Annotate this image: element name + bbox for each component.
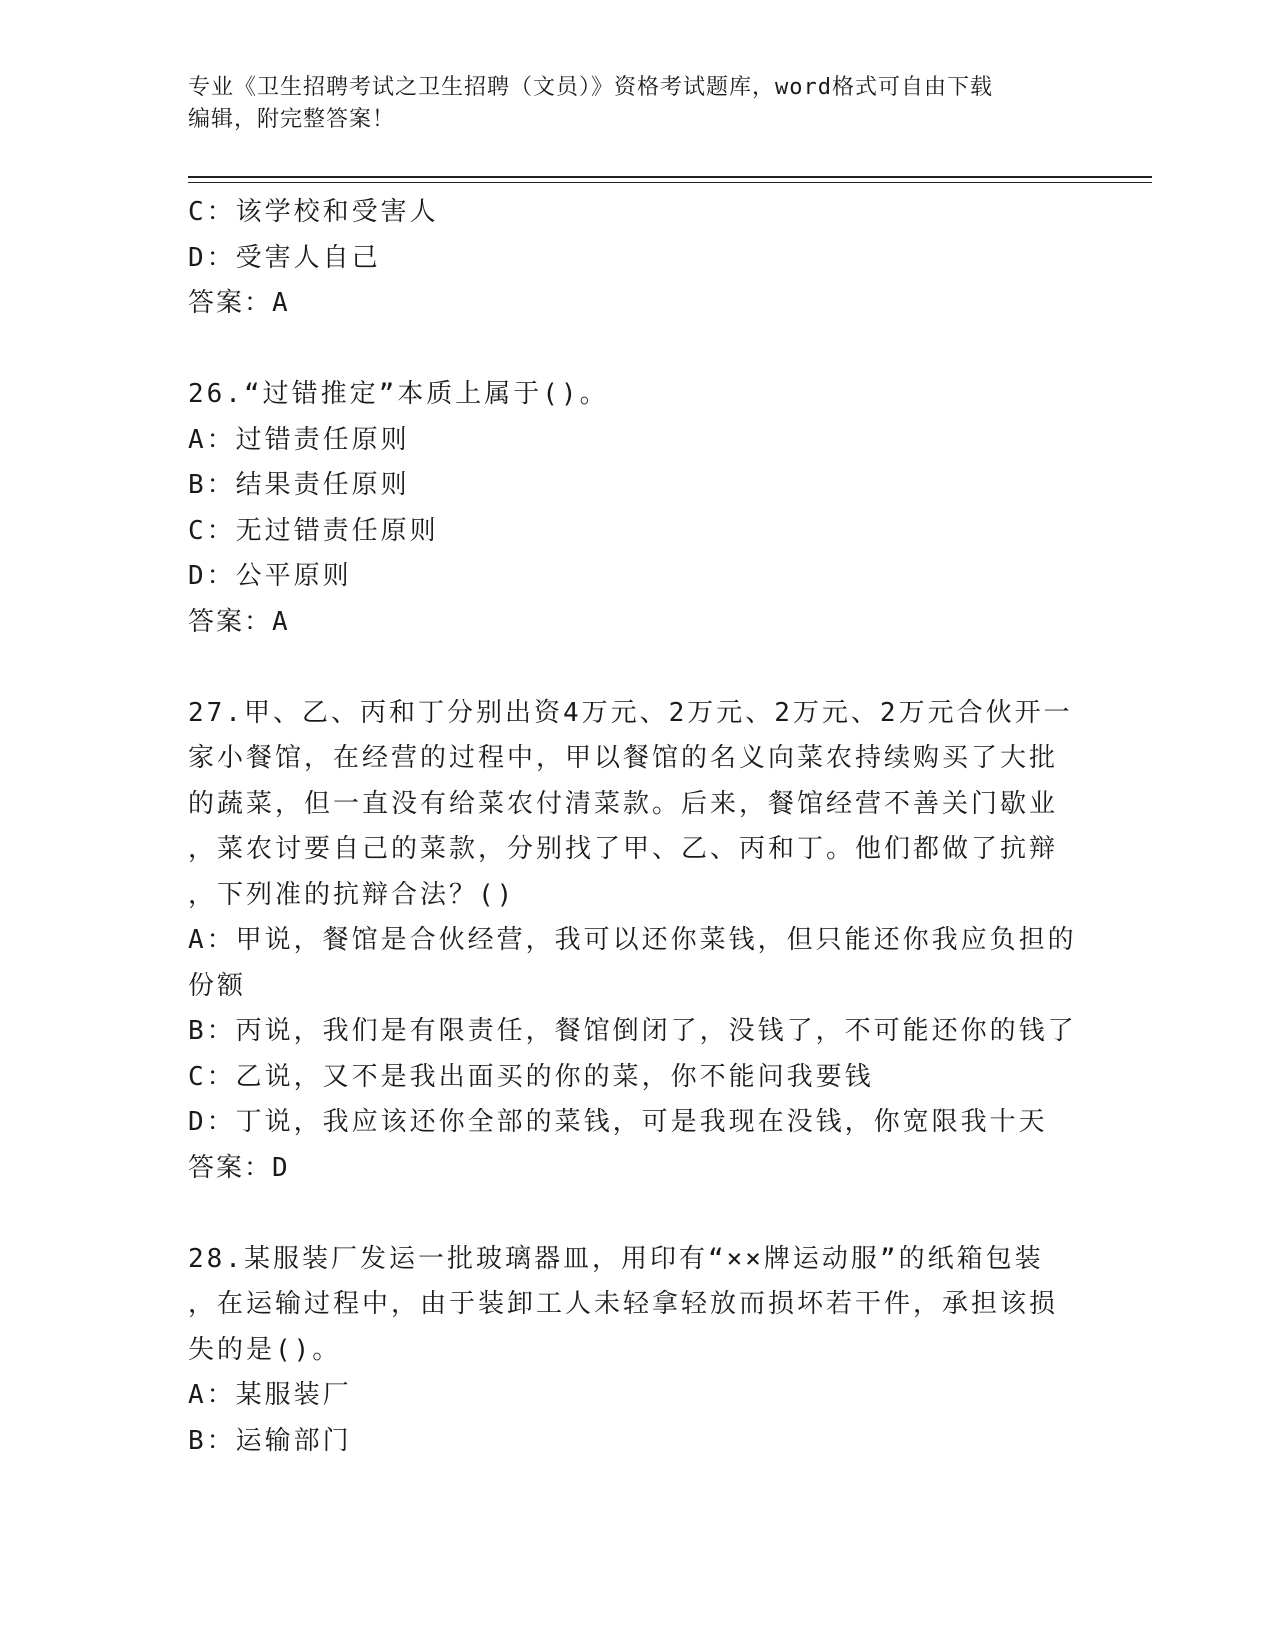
option-b: B：运输部门 [188,1425,352,1456]
question-27 [188,691,1088,1192]
question-stem-line: ，下列准的抗辩合法？() [188,879,516,910]
option-b: B：结果责任原则 [188,470,410,500]
option-d: D：丁说，我应该还你全部的菜钱，可是我现在没钱，你宽限我十天 [188,1107,1048,1137]
option-a-continued: 份额 [188,970,247,1001]
answer: 答案：A [188,288,290,318]
header-line: 专业《卫生招聘考试之卫生招聘（文员）》资格考试题库，word格式可自由下载 [188,75,993,100]
option-d: D：受害人自己 [188,242,381,273]
question-stem: 26.“过错推定”本质上属于()。 [188,379,609,409]
option-a: A：过错责任原则 [188,424,410,455]
answer: 答案：D [188,1152,290,1183]
question-28 [188,1237,1088,1465]
answer: 答案：A [188,606,290,637]
option-d: D：公平原则 [188,561,352,591]
option-c: C：该学校和受害人 [188,197,439,227]
question-stem-line: ，菜农讨要自己的菜款，分别找了甲、乙、丙和丁。他们都做了抗辩 [188,834,1059,864]
question-stem-line: ，在运输过程中，由于装卸工人未轻拿轻放而损坏若干件，承担该损 [188,1289,1059,1319]
question-stem-line: 27.甲、乙、丙和丁分别出资4万元、2万元、2万元、2万元合伙开一 [188,697,1073,728]
header-line: 编辑，附完整答案！ [188,107,396,132]
option-b: B：丙说，我们是有限责任，餐馆倒闭了，没钱了，不可能还你的钱了 [188,1016,1077,1046]
question-stem-line: 失的是()。 [188,1334,342,1365]
question-stem-line: 家小餐馆，在经营的过程中，甲以餐馆的名义向菜农持续购买了大批 [188,743,1059,773]
header-divider-thin [188,182,1152,183]
page-header [188,72,1088,136]
question-stem-line: 的蔬菜，但一直没有给菜农付清菜款。后来，餐馆经营不善关门歇业 [188,788,1059,819]
option-c: C：乙说，又不是我出面买的你的菜，你不能问我要钱 [188,1061,874,1092]
spacer [188,327,1088,373]
spacer [188,1191,1088,1237]
question-26 [188,372,1088,645]
option-c: C：无过错责任原则 [188,515,439,546]
spacer [188,645,1088,691]
question-25-tail [188,190,1088,327]
option-a: A：某服装厂 [188,1380,352,1410]
header-divider [188,176,1152,178]
question-stem-line: 28.某服装厂发运一批玻璃器皿，用印有“××牌运动服”的纸箱包装 [188,1243,1044,1274]
option-a: A：甲说，餐馆是合伙经营，我可以还你菜钱，但只能还你我应负担的 [188,925,1077,955]
question-list [188,190,1088,1464]
